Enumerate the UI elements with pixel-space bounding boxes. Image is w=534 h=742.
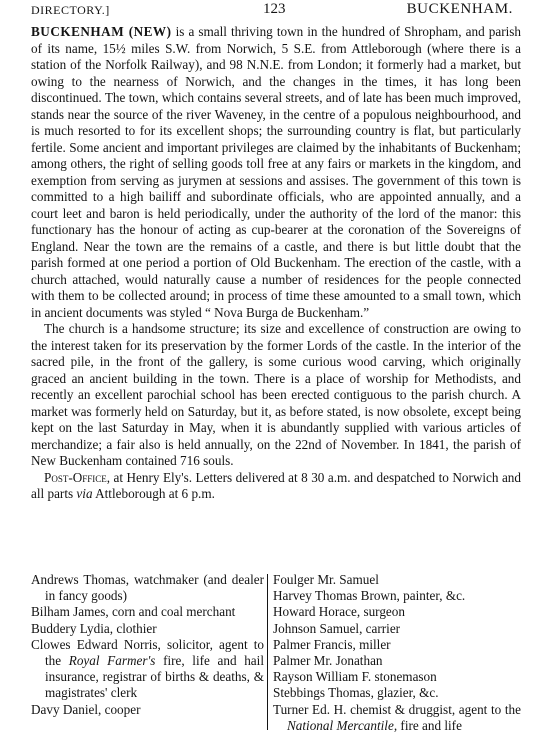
directory-entry: [31, 604, 264, 620]
directory-entry: [273, 685, 521, 701]
directory-entry: [273, 653, 521, 669]
column-divider: [267, 574, 268, 730]
directory-column-right: [273, 572, 521, 734]
entry-text: Davy Daniel, cooper: [31, 701, 141, 717]
directory-entry: [273, 588, 521, 604]
entry-text: Bilham James, corn and coal merchant: [31, 604, 236, 620]
directory-entry: [31, 702, 264, 718]
page-number: 123: [263, 1, 286, 17]
post-office-label: Post-Office,: [44, 469, 111, 485]
paragraph-church: The church is a handsome structure; its size and excellence of construction are owing to the interest taken for its preservation by the former Lords of the castle. In the interior of the sacred pile, in the front of the gallery, is some curious wood carving, which originally graced an ancient building in the town. There is a place of worship for Methodists, and recently an excellent parochial school has been erected contiguous to the parish church. A market was formerly held on Saturday, but it, as before stated, is now obsolete, except being kept on the last Saturday in May, when it is abundantly supplied with various articles of merchandize; a fair also is held annually, on the 22nd of November. In 1841, the parish of New Buckenham contained 716 souls.: [31, 321, 521, 468]
entry-italic-text: Royal Farmer's: [68, 653, 156, 669]
entry-text: Clowes Edward Norris, solicitor, agent to the: [31, 636, 264, 669]
directory-entry: [31, 572, 264, 604]
post-office-via: via: [76, 486, 93, 501]
directory-column-left: [31, 572, 264, 718]
directory-entry: [273, 637, 521, 653]
entry-text-end: fire and life: [397, 717, 462, 733]
paragraph-town-description: [31, 24, 521, 321]
entry-text: Palmer Francis, miller: [273, 636, 391, 652]
entry-text-end: fire, life and hail insurance, registrar of births & deaths, & magistrates' clerk: [45, 653, 264, 701]
entry-text: Palmer Mr. Jonathan: [273, 653, 383, 669]
entry-text: Johnson Samuel, carrier: [273, 620, 401, 636]
post-office-notice: [31, 470, 521, 503]
directory-entry: [273, 604, 521, 620]
entry-text: Rayson William F. stonemason: [273, 669, 437, 685]
article-body: [31, 24, 521, 503]
section-title: DIRECTORY.]: [31, 3, 110, 17]
directory-entry: [273, 669, 521, 685]
entry-text: Harvey Thomas Brown, painter, &c.: [273, 588, 466, 604]
post-office-text: at Henry Ely's. Letters delivered at 8 30 a.m. and despatched to Norwich and all parts: [31, 469, 521, 501]
entry-text: Howard Horace, surgeon: [273, 604, 405, 620]
paragraph-text: is a small thriving town in the hundred of Shropham, and parish of its name, 15½ miles S.W. from Norwich, 5 S.E. from Attleborough (where there is a station of the Norfolk Railway), and 98 N.N.E. from London; it formerly had a market, but owing to the nearness of Norwich, and the changes in the times, it has long been discontinued. The town, which contains several streets, and of late has been much improved, stands near the source of the river Waveney, in the centre of a populous neighbourhood, and is much resorted to for its excellent shops; the surrounding country is flat, but particularly fertile. Some ancient and important privileges are claimed by the inhabitants of Buckenham; among others, the right of selling goods toll free at any fairs or markets in the kingdom, and exemption from serving as jurymen at sessions and assises. The government of this town is committed to a high bailiff and subordinate officials, who are appointed annually, and a court leet and baron is held periodically, under the authority of the lord of the manor: this functionary has the honour of acting as cup-bearer at the coronation of the Sovereigns of England. Near the town are the remains of a castle, and there is but little doubt that the parish formed at one period a portion of Old Buckenham. The erection of the castle, with a church attached, would naturally cause a number of residences for the people connected with them to be collected around; in process of time these amounted to a small town, which in ancient documents was styled “ Nova Burga de Buckenham.”: [31, 24, 521, 320]
directory-entry: [31, 637, 264, 702]
directory-entry: [273, 572, 521, 588]
page-header: [31, 0, 521, 22]
directory-entry: [31, 621, 264, 637]
running-title: BUCKENHAM.: [406, 1, 513, 17]
entry-text: Buddery Lydia, clothier: [31, 620, 157, 636]
post-office-text-end: Attleborough at 6 p.m.: [92, 486, 215, 501]
town-name: BUCKENHAM (NEW): [31, 24, 172, 39]
entry-italic-text: National Mercantile,: [287, 717, 398, 733]
entry-text: Andrews Thomas, watchmaker (and dealer in fancy goods): [31, 572, 264, 604]
entry-text: Foulger Mr. Samuel: [273, 572, 379, 587]
directory-entry: [273, 702, 521, 734]
entry-text: Turner Ed. H. chemist & druggist, agent to the: [273, 701, 521, 717]
directory-entry: [273, 621, 521, 637]
entry-text: Stebbings Thomas, glazier, &c.: [273, 685, 439, 701]
